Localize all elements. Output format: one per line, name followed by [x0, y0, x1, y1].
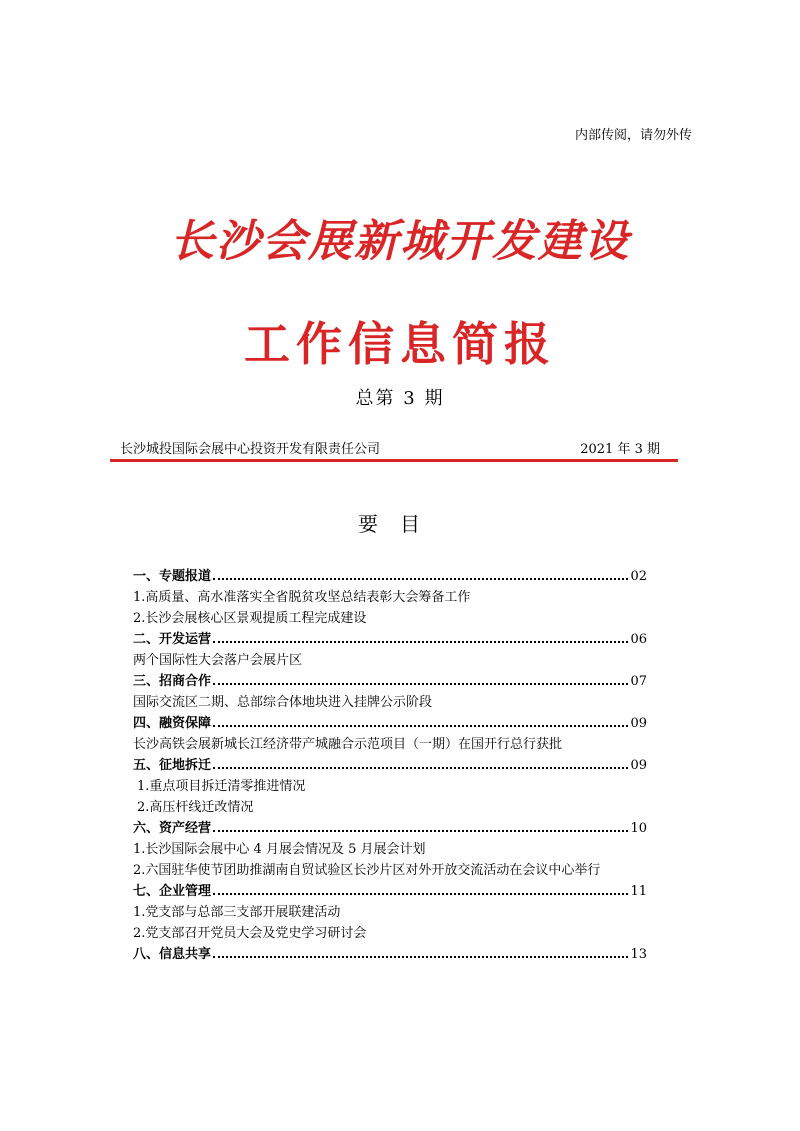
toc-page-number: 02	[630, 569, 647, 584]
toc-item: 1.党支部与总部三支部开展联建活动	[133, 905, 341, 920]
table-of-contents	[133, 566, 647, 965]
issue-total: 总第 3 期	[355, 388, 445, 409]
toc-item: 1.高质量、高水准落实全省脱贫攻坚总结表彰大会筹备工作	[133, 590, 471, 605]
toc-section-label: 二、开发运营	[133, 632, 212, 647]
toc-section	[133, 818, 647, 839]
toc-item: 长沙高铁会展新城长江经济带产城融合示范项目（一期）在国开行总行获批	[133, 737, 563, 752]
bulletin-title: 长沙会展新城开发建设	[170, 216, 630, 267]
toc-section-label: 五、征地拆迁	[133, 758, 212, 773]
toc-item: 2.六国驻华使节团助推湖南自贸试验区长沙片区对外开放交流活动在会议中心举行	[133, 863, 601, 878]
toc-item: 2.高压杆线迁改情况	[137, 800, 254, 815]
toc-section-label: 三、招商合作	[133, 674, 212, 689]
toc-section	[133, 755, 647, 776]
toc-page-number: 10	[630, 821, 647, 836]
toc-section-label: 一、专题报道	[133, 569, 212, 584]
toc-item: 国际交流区二期、总部综合体地块进入挂牌公示阶段	[133, 695, 433, 710]
toc-item: 两个国际性大会落户会展片区	[133, 653, 303, 668]
toc-page-number: 09	[630, 758, 647, 773]
toc-page-number: 13	[630, 947, 647, 962]
toc-section-label: 八、信息共享	[133, 947, 212, 962]
toc-item: 1.长沙国际会展中心 4 月展会情况及 5 月展会计划	[133, 842, 426, 857]
toc-leader-dots	[213, 882, 628, 895]
toc-leader-dots	[213, 714, 628, 727]
toc-page-number: 11	[630, 884, 647, 899]
red-divider	[110, 459, 678, 462]
publisher-name: 长沙城投国际会展中心投资开发有限责任公司	[120, 442, 381, 457]
toc-leader-dots	[213, 567, 628, 580]
toc-section	[133, 713, 647, 734]
toc-leader-dots	[213, 945, 628, 958]
toc-section-label: 四、融资保障	[133, 716, 212, 731]
toc-heading: 要目	[358, 512, 442, 536]
publisher-line	[120, 438, 660, 457]
toc-page-number: 06	[630, 632, 647, 647]
toc-section-label: 七、企业管理	[133, 884, 212, 899]
toc-section	[133, 881, 647, 902]
toc-item: 2.党支部召开党员大会及党史学习研讨会	[133, 926, 367, 941]
toc-leader-dots	[213, 672, 628, 685]
toc-item: 1.重点项目拆迁清零推进情况	[137, 779, 306, 794]
toc-section	[133, 629, 647, 650]
bulletin-subtitle: 工作信息简报	[244, 317, 556, 371]
toc-page-number: 07	[630, 674, 647, 689]
toc-leader-dots	[213, 630, 628, 643]
toc-section	[133, 944, 647, 965]
issue-date: 2021 年 3 期	[580, 442, 660, 457]
toc-item: 2.长沙会展核心区景观提质工程完成建设	[133, 611, 367, 626]
toc-section	[133, 566, 647, 587]
internal-notice: 内部传阅，请勿外传	[574, 128, 692, 143]
toc-page-number: 09	[630, 716, 647, 731]
toc-leader-dots	[213, 756, 628, 769]
toc-section-label: 六、资产经营	[133, 821, 212, 836]
toc-leader-dots	[213, 819, 628, 832]
toc-section	[133, 671, 647, 692]
